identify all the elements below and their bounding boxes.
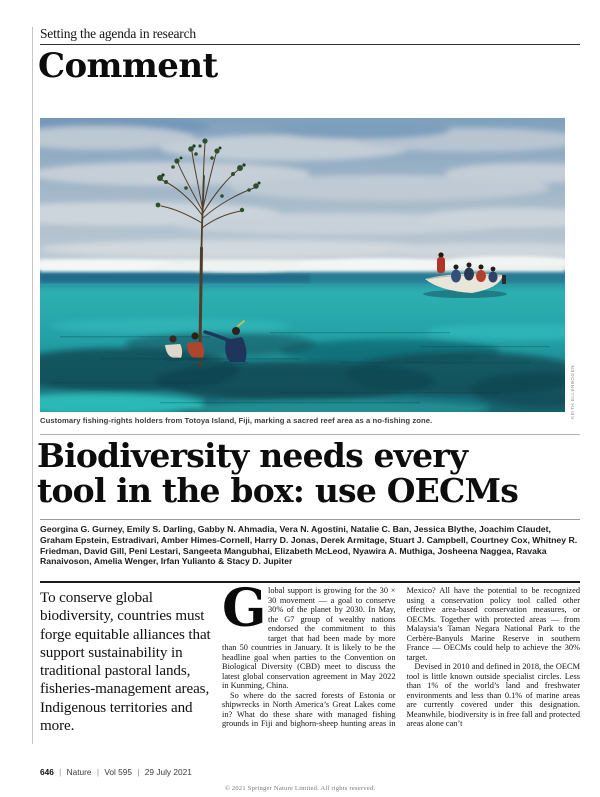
photo-credit: KEITH ELLENBOGEN <box>570 365 575 419</box>
kicker-rule <box>40 44 580 45</box>
body-text <box>222 586 580 747</box>
fiji-reef-photo-illustration <box>40 118 565 412</box>
body-paragraph-1 <box>222 586 396 691</box>
section-title: Comment <box>38 46 218 86</box>
standfirst: To conserve global biodiversity, countries must forge equitable alliances that support sustainability in traditional pastoral lands, fisheries-management areas, Indigenous territories and more. <box>40 590 211 735</box>
body-paragraph-3: Devised in 2010 and defined in 2018, the OECM tool is little known outside specialist circles. Less than 1% of the world’s land and freshwater environments and less than 0.1% of marine areas are currently covered under this designation. Meanwhile, biodiversity is in free fall and protected areas alone can’t <box>406 662 580 728</box>
headline-line-2: tool in the box: use OECMs <box>37 471 518 510</box>
folio-separator: | <box>96 767 99 777</box>
headline <box>37 438 582 508</box>
author-list: Georgina G. Gurney, Emily S. Darling, Gabby N. Ahmadia, Vera N. Agostini, Natalie C. Ban, Jessica Blythe, Joachim Claudet, Graham Epstein, Estradivari, Amber Himes-Cornell, Harry D. Jonas, Derek Armitage, Stuart J. Campbell, Courtney Cox, Whitney R. Friedman, David Gill, Peni Lestari, Sangeeta Mangubhai, Elizabeth McLeod, Nyawira A. Muthiga, Josheena Naggea, Ravaka Ranaivoson, Amelia Wenger, Irfan Yulianto & Stacy D. Jupiter <box>40 524 578 567</box>
copyright-notice: © 2021 Springer Nature Limited. All rights reserved. <box>224 785 376 792</box>
folio-separator: | <box>137 767 140 777</box>
folio-line <box>40 767 192 777</box>
issue-date: 29 July 2021 <box>144 767 192 777</box>
page-number: 646 <box>40 767 54 777</box>
drop-cap: G <box>222 586 267 639</box>
body-paragraph-1-text: lobal support is growing for the 30 × 30 movement — a goal to conserve 30% of the planet by 2030. In May, the G7 group of wealthy nations endorsed the commitment to this target that had been made by more than 50 countries in January. It is likely to be the headline goal when parties to the Convention on Biological Diversity (CBD) meet to discuss the latest global conservation agreement in May 2022 in Kunming, China. <box>222 586 396 690</box>
authors-rule <box>40 519 580 520</box>
kicker: Setting the agenda in research <box>40 26 196 41</box>
photo-caption: Customary fishing-rights holders from Totoya Island, Fiji, marking a sacred reef area as a no-fishing zone. <box>40 416 433 425</box>
headline-line-1: Biodiversity needs every <box>37 436 468 475</box>
folio-separator: | <box>59 767 62 777</box>
body-top-rule <box>40 581 580 583</box>
left-margin-rule <box>32 27 33 744</box>
body-paragraph-2: So where do the sacred forests of Estonia or shipwrecks in North America’s Great Lakes come in? What do these share with managed fishing grounds in Fiji and bighorn-sheep hunting areas in Mexico? All have the potential to be recognized using a conservation policy tool called other effective area-based conservation measures, or OECMs. Together with protected areas — from Malaysia’s Taman Negara National Park to the Cerbère-Banyuls Marine Reserve in southern France — OECMs could help to achieve the 30% target. <box>222 586 580 728</box>
journal-name: Nature <box>66 767 92 777</box>
article-photo <box>40 118 565 412</box>
headline-rule <box>40 434 580 435</box>
volume: Vol 595 <box>104 767 132 777</box>
